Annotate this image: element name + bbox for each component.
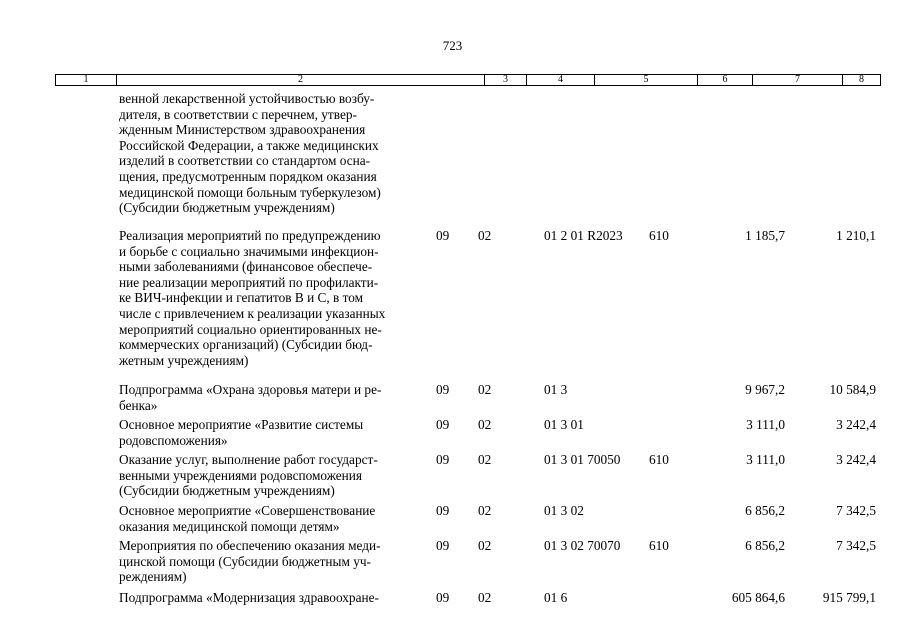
amount-year-1: 6 856,2 — [745, 538, 785, 553]
expense-type-code: 610 — [649, 538, 669, 553]
target-article-code: 01 3 01 70050 — [544, 452, 621, 467]
amount-year-1: 605 864,6 — [731, 590, 785, 605]
subsection-code: 02 — [478, 590, 492, 605]
subsection-code: 02 — [478, 538, 492, 553]
header-cell: 2 — [117, 75, 485, 85]
section-code: 09 — [436, 382, 450, 397]
section-code: 09 — [436, 590, 450, 605]
section-code: 09 — [436, 538, 450, 553]
amount-year-1: 1 185,7 — [745, 228, 785, 243]
row-description: Основное мероприятие «Развитие системы родовспоможения» — [119, 417, 364, 448]
header-cell: 1 — [56, 75, 117, 85]
target-article-code: 01 6 — [544, 590, 568, 605]
amount-year-2: 10 584,9 — [829, 382, 876, 397]
page-number: 723 — [442, 38, 463, 53]
row-description: Основное мероприятие «Совершенствование оказания медицинской помощи детям» — [119, 503, 376, 534]
section-code: 09 — [436, 503, 450, 518]
amount-year-2: 3 242,4 — [836, 417, 876, 432]
amount-year-2: 7 342,5 — [836, 503, 876, 518]
subsection-code: 02 — [478, 417, 492, 432]
header-cell: 3 — [485, 75, 527, 85]
subsection-code: 02 — [478, 452, 492, 467]
subsection-code: 02 — [478, 228, 492, 243]
amount-year-1: 3 111,0 — [746, 452, 785, 467]
row-description: венной лекарственной устойчивостью возбу- дителя, в соответствии с перечнем, утвер- жденным Министерством здравоохранения Российской Федерации, а также медицинских изделий в соответствии со стандартом осна- щения, предусмотренным порядком оказания медицинской помощи больным туберкулезом) (Субсидии бюджетным учреждениям) — [119, 91, 381, 216]
row-description: Подпрограмма «Модернизация здравоохране- — [119, 590, 379, 605]
row-description: Мероприятия по обеспечению оказания меди- цинской помощи (Субсидии бюджетным уч- реждениям) — [119, 538, 381, 585]
header-cell: 8 — [859, 74, 864, 85]
section-code: 09 — [436, 417, 450, 432]
amount-year-1: 9 967,2 — [745, 382, 785, 397]
target-article-code: 01 3 02 70070 — [544, 538, 621, 553]
amount-year-1: 6 856,2 — [745, 503, 785, 518]
row-description: Подпрограмма «Охрана здоровья матери и ре- бенка» — [119, 382, 382, 413]
target-article-code: 01 2 01 R2023 — [544, 228, 623, 243]
section-code: 09 — [436, 228, 450, 243]
header-cell: 7 — [753, 75, 843, 85]
expense-type-code: 610 — [649, 228, 669, 243]
target-article-code: 01 3 01 — [544, 417, 584, 432]
amount-year-2: 7 342,5 — [836, 538, 876, 553]
header-cell: 4 — [527, 75, 595, 85]
amount-year-2: 915 799,1 — [822, 590, 876, 605]
section-code: 09 — [436, 452, 450, 467]
subsection-code: 02 — [478, 503, 492, 518]
amount-year-2: 3 242,4 — [836, 452, 876, 467]
amount-year-1: 3 111,0 — [746, 417, 785, 432]
header-cell: 6 — [698, 75, 753, 85]
subsection-code: 02 — [478, 382, 492, 397]
target-article-code: 01 3 — [544, 382, 568, 397]
target-article-code: 01 3 02 — [544, 503, 584, 518]
expense-type-code: 610 — [649, 452, 669, 467]
row-description: Реализация мероприятий по предупреждению и борьбе с социально значимыми инфекцион- ными заболеваниями (финансовое обеспече- ние реализации мероприятий по профилакти- ке ВИЧ-инфекции и гепатитов В и С, в том числе с привлечением к реализации указанных мероприятий социально ориентированных не- коммерческих организаций) (Субсидии бюд- жетным учреждениям) — [119, 228, 386, 368]
row-description: Оказание услуг, выполнение работ государст- венными учреждениями родовспоможения (Субсидии бюджетным учреждениям) — [119, 452, 378, 499]
header-cell: 5 — [595, 75, 698, 85]
amount-year-2: 1 210,1 — [836, 228, 876, 243]
table-header — [55, 74, 881, 86]
